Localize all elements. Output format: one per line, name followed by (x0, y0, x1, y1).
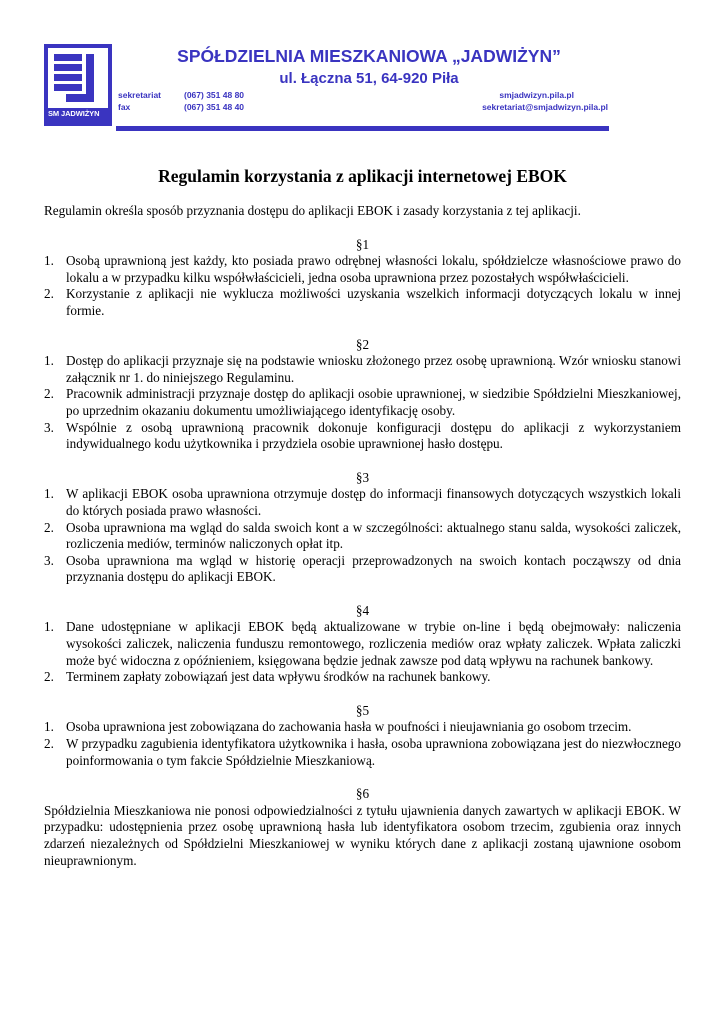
header-divider (116, 126, 609, 131)
item-number: 3. (44, 419, 54, 435)
item-text: Dostęp do aplikacji przyznaje się na podstawie wniosku złożonego przez osobę uprawnioną. Wzór wniosku stanowi załącznik nr 1. do niniejszego Regulaminu. (66, 353, 681, 385)
section-heading: §6 (355, 786, 370, 802)
document-body (44, 203, 681, 869)
item-number: 1. (44, 253, 54, 269)
list-item (44, 553, 681, 586)
item-number: 1. (44, 353, 54, 369)
section-heading: §3 (355, 469, 370, 485)
item-text: W przypadku zagubienia identyfikatora użytkownika i hasła, osoba uprawniona zobowiązana jest do niezwłocznego poinformowania o tym fakcie Spółdzielnie Mieszkaniową. (66, 736, 681, 768)
item-text: Pracownik administracji przyznaje dostęp do aplikacji osobie uprawnionej, w siedzibie Spółdzielni Mieszkaniowej, po uprzednim okazaniu dokumentu umożliwiającego identyfikację osoby. (66, 386, 681, 418)
fax-phone: (067) 351 48 40 (184, 102, 245, 112)
item-text: Osoba uprawniona ma wgląd do salda swoich kont a w szczególności: aktualnego stanu salda, wysokości zaliczek, rozliczenia mediów, terminów naliczonych opłat itp. (66, 519, 681, 552)
website-link[interactable]: smjadwizyn.pila.pl (499, 90, 574, 100)
item-number: 1. (44, 486, 54, 502)
list-item (44, 719, 681, 736)
item-number: 2. (44, 736, 54, 752)
item-number: 2. (44, 669, 54, 685)
item-text: Osobą uprawnioną jest każdy, kto posiada prawo odrębnej własności lokalu, spółdzielcze własnościowe prawo do lokalu a w przypadku kilku współwłaścicieli, jedna osoba uprawniona przez pozostałych współwłaścicieli. (66, 253, 681, 285)
secretariat-label: sekretariat (118, 90, 162, 100)
list-item (44, 286, 681, 319)
email-link[interactable]: sekretariat@smjadwizyn.pila.pl (482, 102, 608, 112)
list-item (44, 386, 681, 419)
cooperative-address: ul. Łączna 51, 64-920 Piła (279, 70, 459, 87)
item-text: Wspólnie z osobą uprawnioną pracownik dokonuje konfiguracji dostępu do aplikacji z wykorzystaniem indywidualnego kodu użytkownika i przydziela osobie uprawnionej hasło dostępu. (66, 419, 681, 452)
item-number: 2. (44, 286, 54, 302)
intro-paragraph: Regulamin określa sposób przyznania dostępu do aplikacji EBOK i zasady korzystania z tej aplikacji. (44, 203, 581, 218)
list-item (44, 253, 681, 286)
item-text: Osoba uprawniona ma wgląd w historię operacji przeprowadzonych na swoich kontach począwszy od dnia przyznania dostępu do aplikacji EBOK. (66, 552, 681, 585)
logo-caption: SM JADWIŻYN (48, 109, 100, 118)
list-item (44, 520, 681, 553)
item-text: Dane udostępniane w aplikacji EBOK będą aktualizowane w trybie on-line i będą obejmowały: naliczenia wysokości zaliczek, naliczenia funduszu remontowego, rozliczenia mediów oraz wpłaty zaliczek. Wpłata zaliczki może być widoczna z opóźnieniem, księgowana będzie jednak zawsze pod datą wpływu na rachunek bankowy. (66, 619, 681, 668)
item-number: 2. (44, 519, 54, 535)
section-heading: §2 (355, 336, 370, 352)
cooperative-name: SPÓŁDZIELNIA MIESZKANIOWA „JADWIŻYN” (177, 46, 561, 66)
item-text: Korzystanie z aplikacji nie wyklucza możliwości uzyskania wszelkich informacji dotyczących lokalu w innej formie. (66, 286, 681, 318)
item-text: Terminem zapłaty zobowiązań jest data wpływu środków na rachunek bankowy. (66, 669, 491, 685)
secretariat-phone: (067) 351 48 80 (184, 90, 245, 100)
document-title: Regulamin korzystania z aplikacji internetowej EBOK (158, 166, 567, 186)
item-number: 1. (44, 719, 54, 735)
fax-label: fax (118, 102, 131, 112)
list-item (44, 669, 681, 686)
section-heading: §5 (355, 702, 370, 718)
section-heading: §4 (355, 602, 370, 618)
list-item (44, 619, 681, 669)
list-item (44, 486, 681, 519)
item-number: 1. (44, 619, 54, 635)
item-text: Osoba uprawniona jest zobowiązana do zachowania hasła w poufności i nieujawniania go osobom trzecim. (66, 719, 632, 735)
item-number: 3. (44, 552, 54, 568)
list-item (44, 736, 681, 769)
list-item (44, 353, 681, 386)
item-number: 2. (44, 386, 54, 402)
list-item (44, 420, 681, 453)
item-text: W aplikacji EBOK osoba uprawniona otrzymuje dostęp do informacji finansowych dotyczących wszystkich lokali do których posiada prawo własności. (66, 486, 681, 518)
final-paragraph: Spółdzielnia Mieszkaniowa nie ponosi odpowiedzialności z tytułu ujawnienia danych zawartych w aplikacji EBOK. W przypadku: udostępnienia przez osobę uprawnioną hasła lub identyfikatora osobom trzecim, zgubienia oraz innych zdarzeń niezależnych od Spółdzielni Mieszkaniowej w wyniku których dane z aplikacji zostaną ujawnione osobom nieuprawnionym. (44, 802, 681, 868)
section-heading: §1 (355, 236, 370, 252)
